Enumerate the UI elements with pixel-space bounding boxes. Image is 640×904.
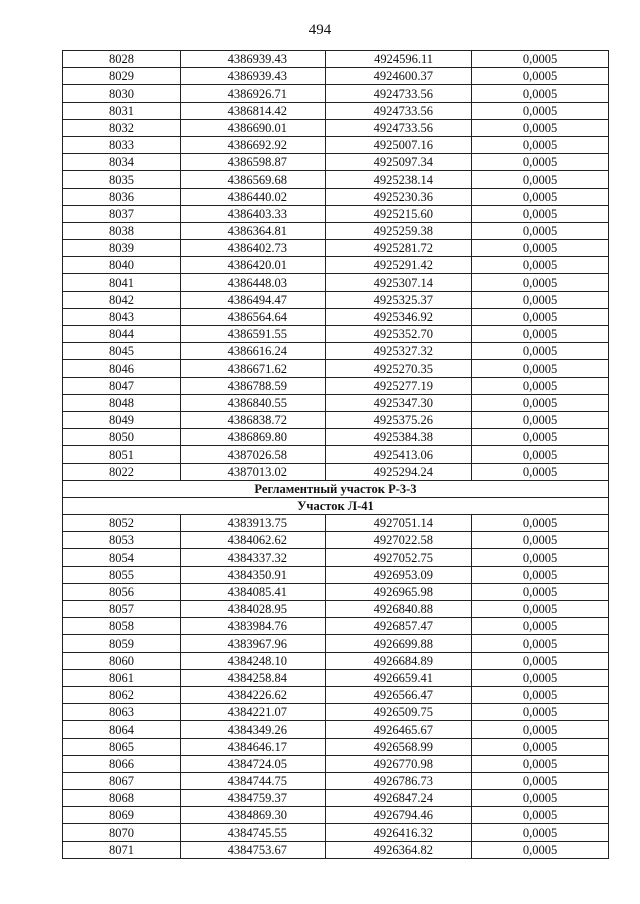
error-cell: 0,0005 <box>472 652 609 669</box>
y-coordinate-cell: 4927051.14 <box>326 515 472 532</box>
table-row <box>63 274 609 291</box>
y-coordinate-cell: 4925215.60 <box>326 205 472 222</box>
point-number-cell: 8047 <box>63 377 181 394</box>
point-number-cell: 8052 <box>63 515 181 532</box>
table-row <box>63 807 609 824</box>
table-row <box>63 205 609 222</box>
point-number-cell: 8046 <box>63 360 181 377</box>
x-coordinate-cell: 4386616.24 <box>181 343 326 360</box>
point-number-cell: 8030 <box>63 85 181 102</box>
x-coordinate-cell: 4384337.32 <box>181 549 326 566</box>
table-row <box>63 102 609 119</box>
x-coordinate-cell: 4386939.43 <box>181 51 326 68</box>
x-coordinate-cell: 4386869.80 <box>181 429 326 446</box>
x-coordinate-cell: 4386692.92 <box>181 136 326 153</box>
table-row <box>63 171 609 188</box>
point-number-cell: 8037 <box>63 205 181 222</box>
y-coordinate-cell: 4925097.34 <box>326 154 472 171</box>
x-coordinate-cell: 4384248.10 <box>181 652 326 669</box>
y-coordinate-cell: 4926840.88 <box>326 601 472 618</box>
error-cell: 0,0005 <box>472 669 609 686</box>
y-coordinate-cell: 4926465.67 <box>326 721 472 738</box>
error-cell: 0,0005 <box>472 841 609 858</box>
table-row <box>63 532 609 549</box>
x-coordinate-cell: 4386926.71 <box>181 85 326 102</box>
error-cell: 0,0005 <box>472 411 609 428</box>
point-number-cell: 8069 <box>63 807 181 824</box>
x-coordinate-cell: 4386569.68 <box>181 171 326 188</box>
y-coordinate-cell: 4924733.56 <box>326 85 472 102</box>
y-coordinate-cell: 4926568.99 <box>326 738 472 755</box>
table-row <box>63 343 609 360</box>
x-coordinate-cell: 4386840.55 <box>181 394 326 411</box>
table-row <box>63 463 609 480</box>
x-coordinate-cell: 4384759.37 <box>181 790 326 807</box>
point-number-cell: 8061 <box>63 669 181 686</box>
y-coordinate-cell: 4926659.41 <box>326 669 472 686</box>
y-coordinate-cell: 4924596.11 <box>326 51 472 68</box>
point-number-cell: 8053 <box>63 532 181 549</box>
y-coordinate-cell: 4926857.47 <box>326 618 472 635</box>
y-coordinate-cell: 4926684.89 <box>326 652 472 669</box>
point-number-cell: 8071 <box>63 841 181 858</box>
y-coordinate-cell: 4924733.56 <box>326 102 472 119</box>
x-coordinate-cell: 4386364.81 <box>181 222 326 239</box>
error-cell: 0,0005 <box>472 566 609 583</box>
point-number-cell: 8048 <box>63 394 181 411</box>
y-coordinate-cell: 4926786.73 <box>326 772 472 789</box>
error-cell: 0,0005 <box>472 171 609 188</box>
coordinates-table <box>62 50 609 859</box>
table-row <box>63 222 609 239</box>
point-number-cell: 8038 <box>63 222 181 239</box>
point-number-cell: 8059 <box>63 635 181 652</box>
table-row <box>63 704 609 721</box>
y-coordinate-cell: 4925352.70 <box>326 326 472 343</box>
x-coordinate-cell: 4386403.33 <box>181 205 326 222</box>
table-row <box>63 394 609 411</box>
section-heading: Участок Л-41 <box>63 497 609 514</box>
point-number-cell: 8055 <box>63 566 181 583</box>
point-number-cell: 8033 <box>63 136 181 153</box>
y-coordinate-cell: 4926770.98 <box>326 755 472 772</box>
point-number-cell: 8067 <box>63 772 181 789</box>
error-cell: 0,0005 <box>472 154 609 171</box>
error-cell: 0,0005 <box>472 136 609 153</box>
point-number-cell: 8039 <box>63 240 181 257</box>
y-coordinate-cell: 4924733.56 <box>326 119 472 136</box>
point-number-cell: 8035 <box>63 171 181 188</box>
x-coordinate-cell: 4384221.07 <box>181 704 326 721</box>
error-cell: 0,0005 <box>472 240 609 257</box>
y-coordinate-cell: 4926794.46 <box>326 807 472 824</box>
x-coordinate-cell: 4384350.91 <box>181 566 326 583</box>
table-row <box>63 119 609 136</box>
x-coordinate-cell: 4386671.62 <box>181 360 326 377</box>
table-row <box>63 635 609 652</box>
y-coordinate-cell: 4926566.47 <box>326 686 472 703</box>
x-coordinate-cell: 4386420.01 <box>181 257 326 274</box>
y-coordinate-cell: 4925259.38 <box>326 222 472 239</box>
y-coordinate-cell: 4927022.58 <box>326 532 472 549</box>
x-coordinate-cell: 4384226.62 <box>181 686 326 703</box>
y-coordinate-cell: 4926364.82 <box>326 841 472 858</box>
x-coordinate-cell: 4386690.01 <box>181 119 326 136</box>
x-coordinate-cell: 4384745.55 <box>181 824 326 841</box>
table-row <box>63 326 609 343</box>
y-coordinate-cell: 4925375.26 <box>326 411 472 428</box>
table-row <box>63 652 609 669</box>
y-coordinate-cell: 4926953.09 <box>326 566 472 583</box>
point-number-cell: 8043 <box>63 308 181 325</box>
table-row <box>63 601 609 618</box>
error-cell: 0,0005 <box>472 343 609 360</box>
point-number-cell: 8066 <box>63 755 181 772</box>
error-cell: 0,0005 <box>472 601 609 618</box>
page-number: 494 <box>308 22 332 38</box>
point-number-cell: 8070 <box>63 824 181 841</box>
error-cell: 0,0005 <box>472 205 609 222</box>
error-cell: 0,0005 <box>472 188 609 205</box>
x-coordinate-cell: 4386402.73 <box>181 240 326 257</box>
y-coordinate-cell: 4925346.92 <box>326 308 472 325</box>
error-cell: 0,0005 <box>472 790 609 807</box>
y-coordinate-cell: 4925327.32 <box>326 343 472 360</box>
y-coordinate-cell: 4926699.88 <box>326 635 472 652</box>
error-cell: 0,0005 <box>472 686 609 703</box>
error-cell: 0,0005 <box>472 738 609 755</box>
y-coordinate-cell: 4926509.75 <box>326 704 472 721</box>
x-coordinate-cell: 4386788.59 <box>181 377 326 394</box>
table-row <box>63 841 609 858</box>
y-coordinate-cell: 4925277.19 <box>326 377 472 394</box>
table-row <box>63 790 609 807</box>
error-cell: 0,0005 <box>472 308 609 325</box>
error-cell: 0,0005 <box>472 583 609 600</box>
y-coordinate-cell: 4925007.16 <box>326 136 472 153</box>
point-number-cell: 8054 <box>63 549 181 566</box>
point-number-cell: 8029 <box>63 68 181 85</box>
section-heading-row <box>63 480 609 497</box>
x-coordinate-cell: 4384753.67 <box>181 841 326 858</box>
error-cell: 0,0005 <box>472 429 609 446</box>
y-coordinate-cell: 4925291.42 <box>326 257 472 274</box>
y-coordinate-cell: 4925281.72 <box>326 240 472 257</box>
table-row <box>63 515 609 532</box>
point-number-cell: 8049 <box>63 411 181 428</box>
error-cell: 0,0005 <box>472 274 609 291</box>
error-cell: 0,0005 <box>472 618 609 635</box>
error-cell: 0,0005 <box>472 326 609 343</box>
y-coordinate-cell: 4926416.32 <box>326 824 472 841</box>
point-number-cell: 8064 <box>63 721 181 738</box>
x-coordinate-cell: 4386939.43 <box>181 68 326 85</box>
point-number-cell: 8028 <box>63 51 181 68</box>
error-cell: 0,0005 <box>472 532 609 549</box>
error-cell: 0,0005 <box>472 463 609 480</box>
error-cell: 0,0005 <box>472 824 609 841</box>
x-coordinate-cell: 4384085.41 <box>181 583 326 600</box>
x-coordinate-cell: 4386591.55 <box>181 326 326 343</box>
error-cell: 0,0005 <box>472 360 609 377</box>
table-row <box>63 360 609 377</box>
table-row <box>63 549 609 566</box>
y-coordinate-cell: 4924600.37 <box>326 68 472 85</box>
y-coordinate-cell: 4925230.36 <box>326 188 472 205</box>
y-coordinate-cell: 4926847.24 <box>326 790 472 807</box>
point-number-cell: 8060 <box>63 652 181 669</box>
error-cell: 0,0005 <box>472 85 609 102</box>
y-coordinate-cell: 4926965.98 <box>326 583 472 600</box>
y-coordinate-cell: 4927052.75 <box>326 549 472 566</box>
error-cell: 0,0005 <box>472 515 609 532</box>
y-coordinate-cell: 4925384.38 <box>326 429 472 446</box>
y-coordinate-cell: 4925307.14 <box>326 274 472 291</box>
point-number-cell: 8065 <box>63 738 181 755</box>
x-coordinate-cell: 4386838.72 <box>181 411 326 428</box>
point-number-cell: 8032 <box>63 119 181 136</box>
error-cell: 0,0005 <box>472 772 609 789</box>
error-cell: 0,0005 <box>472 721 609 738</box>
x-coordinate-cell: 4384724.05 <box>181 755 326 772</box>
error-cell: 0,0005 <box>472 635 609 652</box>
point-number-cell: 8050 <box>63 429 181 446</box>
table-row <box>63 377 609 394</box>
error-cell: 0,0005 <box>472 755 609 772</box>
y-coordinate-cell: 4925413.06 <box>326 446 472 463</box>
point-number-cell: 8031 <box>63 102 181 119</box>
point-number-cell: 8051 <box>63 446 181 463</box>
coordinates-table-body <box>63 51 609 859</box>
error-cell: 0,0005 <box>472 119 609 136</box>
y-coordinate-cell: 4925347.30 <box>326 394 472 411</box>
table-row <box>63 308 609 325</box>
y-coordinate-cell: 4925238.14 <box>326 171 472 188</box>
table-row <box>63 136 609 153</box>
point-number-cell: 8062 <box>63 686 181 703</box>
x-coordinate-cell: 4384258.84 <box>181 669 326 686</box>
x-coordinate-cell: 4383967.96 <box>181 635 326 652</box>
section-heading: Регламентный участок Р-3-3 <box>63 480 609 497</box>
table-row <box>63 240 609 257</box>
y-coordinate-cell: 4925325.37 <box>326 291 472 308</box>
error-cell: 0,0005 <box>472 51 609 68</box>
table-row <box>63 618 609 635</box>
table-row <box>63 429 609 446</box>
y-coordinate-cell: 4925270.35 <box>326 360 472 377</box>
error-cell: 0,0005 <box>472 222 609 239</box>
table-row <box>63 583 609 600</box>
error-cell: 0,0005 <box>472 446 609 463</box>
x-coordinate-cell: 4386494.47 <box>181 291 326 308</box>
point-number-cell: 8068 <box>63 790 181 807</box>
table-row <box>63 446 609 463</box>
table-row <box>63 755 609 772</box>
section-heading-row <box>63 497 609 514</box>
x-coordinate-cell: 4386440.02 <box>181 188 326 205</box>
table-row <box>63 824 609 841</box>
table-row <box>63 772 609 789</box>
point-number-cell: 8040 <box>63 257 181 274</box>
error-cell: 0,0005 <box>472 807 609 824</box>
error-cell: 0,0005 <box>472 68 609 85</box>
x-coordinate-cell: 4386448.03 <box>181 274 326 291</box>
table-row <box>63 721 609 738</box>
table-row <box>63 51 609 68</box>
point-number-cell: 8041 <box>63 274 181 291</box>
error-cell: 0,0005 <box>472 549 609 566</box>
x-coordinate-cell: 4387013.02 <box>181 463 326 480</box>
point-number-cell: 8042 <box>63 291 181 308</box>
error-cell: 0,0005 <box>472 377 609 394</box>
x-coordinate-cell: 4383913.75 <box>181 515 326 532</box>
point-number-cell: 8036 <box>63 188 181 205</box>
x-coordinate-cell: 4384646.17 <box>181 738 326 755</box>
error-cell: 0,0005 <box>472 102 609 119</box>
point-number-cell: 8044 <box>63 326 181 343</box>
table-row <box>63 738 609 755</box>
x-coordinate-cell: 4384028.95 <box>181 601 326 618</box>
x-coordinate-cell: 4386814.42 <box>181 102 326 119</box>
point-number-cell: 8057 <box>63 601 181 618</box>
table-row <box>63 291 609 308</box>
table-row <box>63 566 609 583</box>
table-row <box>63 686 609 703</box>
point-number-cell: 8058 <box>63 618 181 635</box>
x-coordinate-cell: 4386598.87 <box>181 154 326 171</box>
table-row <box>63 68 609 85</box>
error-cell: 0,0005 <box>472 291 609 308</box>
point-number-cell: 8056 <box>63 583 181 600</box>
table-row <box>63 188 609 205</box>
table-row <box>63 669 609 686</box>
point-number-cell: 8034 <box>63 154 181 171</box>
point-number-cell: 8045 <box>63 343 181 360</box>
table-row <box>63 411 609 428</box>
table-row <box>63 85 609 102</box>
table-row <box>63 154 609 171</box>
x-coordinate-cell: 4384062.62 <box>181 532 326 549</box>
x-coordinate-cell: 4384349.26 <box>181 721 326 738</box>
x-coordinate-cell: 4384869.30 <box>181 807 326 824</box>
error-cell: 0,0005 <box>472 704 609 721</box>
table-row <box>63 257 609 274</box>
x-coordinate-cell: 4387026.58 <box>181 446 326 463</box>
x-coordinate-cell: 4384744.75 <box>181 772 326 789</box>
point-number-cell: 8063 <box>63 704 181 721</box>
error-cell: 0,0005 <box>472 394 609 411</box>
y-coordinate-cell: 4925294.24 <box>326 463 472 480</box>
x-coordinate-cell: 4383984.76 <box>181 618 326 635</box>
x-coordinate-cell: 4386564.64 <box>181 308 326 325</box>
error-cell: 0,0005 <box>472 257 609 274</box>
point-number-cell: 8022 <box>63 463 181 480</box>
